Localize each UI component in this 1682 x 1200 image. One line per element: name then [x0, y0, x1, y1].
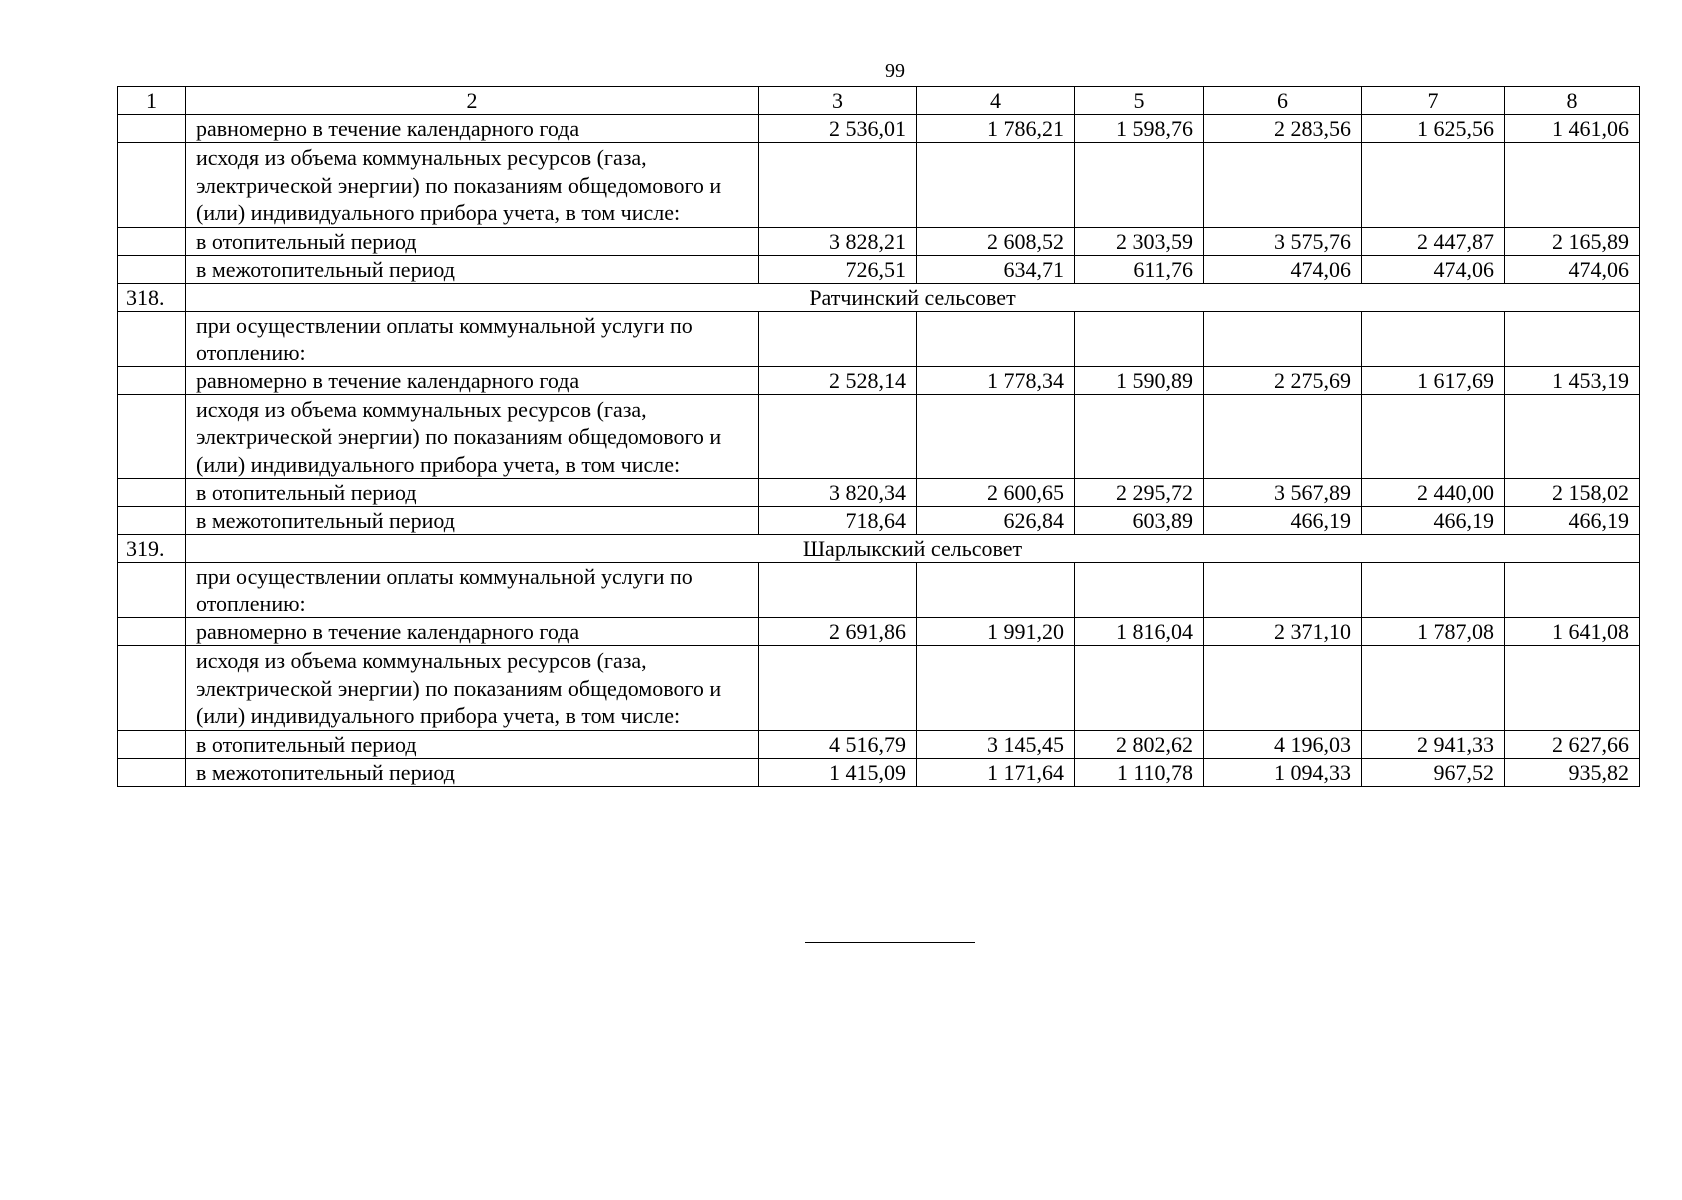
value-cell: 4 516,79 [759, 730, 917, 758]
value-cell: 474,06 [1204, 255, 1362, 283]
text-row [118, 394, 1640, 479]
value-cell [1075, 394, 1204, 479]
value-cell: 1 461,06 [1505, 115, 1640, 143]
row-label: равномерно в течение календарного года [186, 115, 759, 143]
value-cell: 1 787,08 [1362, 618, 1505, 646]
value-cell: 3 575,76 [1204, 227, 1362, 255]
value-cell: 3 567,89 [1204, 479, 1362, 507]
value-cell: 634,71 [917, 255, 1075, 283]
value-cell: 1 625,56 [1362, 115, 1505, 143]
table-row [118, 618, 1640, 646]
column-number: 2 [186, 87, 759, 115]
value-cell: 1 778,34 [917, 366, 1075, 394]
value-cell [1204, 563, 1362, 618]
value-cell: 1 617,69 [1362, 366, 1505, 394]
value-cell: 726,51 [759, 255, 917, 283]
value-cell: 2 941,33 [1362, 730, 1505, 758]
value-cell: 2 371,10 [1204, 618, 1362, 646]
table-row [118, 366, 1640, 394]
value-cell: 2 536,01 [759, 115, 917, 143]
value-cell: 935,82 [1505, 758, 1640, 786]
value-cell: 2 303,59 [1075, 227, 1204, 255]
column-number: 5 [1075, 87, 1204, 115]
table-row [118, 758, 1640, 786]
value-cell [759, 394, 917, 479]
value-cell: 2 528,14 [759, 366, 917, 394]
index-cell [118, 507, 186, 535]
table-row [118, 255, 1640, 283]
table-row [118, 507, 1640, 535]
index-cell [118, 143, 186, 228]
value-cell [1362, 311, 1505, 366]
value-cell [1505, 646, 1640, 731]
value-cell [1075, 311, 1204, 366]
value-cell: 466,19 [1505, 507, 1640, 535]
value-cell: 1 094,33 [1204, 758, 1362, 786]
row-label: в межотопительный период [186, 255, 759, 283]
index-cell [118, 618, 186, 646]
text-row [118, 311, 1640, 366]
table-row [118, 479, 1640, 507]
value-cell [1204, 143, 1362, 228]
row-label: в отопительный период [186, 730, 759, 758]
value-cell: 1 110,78 [1075, 758, 1204, 786]
table-body [118, 87, 1640, 787]
value-cell: 1 171,64 [917, 758, 1075, 786]
section-index: 318. [118, 283, 186, 311]
value-cell: 3 820,34 [759, 479, 917, 507]
value-cell [1362, 563, 1505, 618]
value-cell: 2 275,69 [1204, 366, 1362, 394]
value-cell: 2 295,72 [1075, 479, 1204, 507]
row-label: в отопительный период [186, 227, 759, 255]
index-cell [118, 366, 186, 394]
row-label: исходя из объема коммунальных ресурсов (газа, электрической энергии) по показаниям общедомового и (или) индивидуального прибора учета, в том числе: [186, 143, 759, 228]
text-row [118, 646, 1640, 731]
value-cell [1505, 143, 1640, 228]
value-cell [759, 563, 917, 618]
value-cell [1362, 394, 1505, 479]
value-cell [917, 143, 1075, 228]
end-of-document-rule [805, 942, 975, 943]
value-cell: 626,84 [917, 507, 1075, 535]
row-label: равномерно в течение календарного года [186, 366, 759, 394]
column-number: 1 [118, 87, 186, 115]
section-row [118, 283, 1640, 311]
value-cell: 611,76 [1075, 255, 1204, 283]
page-number: 99 [885, 60, 905, 82]
value-cell: 1 590,89 [1075, 366, 1204, 394]
value-cell [1505, 394, 1640, 479]
row-label: при осуществлении оплаты коммунальной услуги по отоплению: [186, 311, 759, 366]
value-cell: 2 440,00 [1362, 479, 1505, 507]
value-cell: 474,06 [1505, 255, 1640, 283]
value-cell [917, 646, 1075, 731]
table-row [118, 730, 1640, 758]
value-cell [759, 646, 917, 731]
index-cell [118, 115, 186, 143]
value-cell: 2 802,62 [1075, 730, 1204, 758]
section-title: Шарлыкский сельсовет [186, 535, 1640, 563]
value-cell [759, 311, 917, 366]
table-row [118, 227, 1640, 255]
row-label: в межотопительный период [186, 507, 759, 535]
column-number: 6 [1204, 87, 1362, 115]
value-cell: 3 145,45 [917, 730, 1075, 758]
value-cell [1505, 563, 1640, 618]
value-cell: 2 691,86 [759, 618, 917, 646]
value-cell: 718,64 [759, 507, 917, 535]
value-cell: 4 196,03 [1204, 730, 1362, 758]
value-cell: 2 447,87 [1362, 227, 1505, 255]
value-cell: 1 598,76 [1075, 115, 1204, 143]
value-cell: 3 828,21 [759, 227, 917, 255]
value-cell: 1 453,19 [1505, 366, 1640, 394]
value-cell [917, 563, 1075, 618]
value-cell: 2 627,66 [1505, 730, 1640, 758]
value-cell [1362, 143, 1505, 228]
value-cell: 2 165,89 [1505, 227, 1640, 255]
value-cell: 466,19 [1204, 507, 1362, 535]
value-cell: 2 158,02 [1505, 479, 1640, 507]
row-label: в отопительный период [186, 479, 759, 507]
column-number: 4 [917, 87, 1075, 115]
value-cell: 1 786,21 [917, 115, 1075, 143]
column-number-row [118, 87, 1640, 115]
value-cell: 2 283,56 [1204, 115, 1362, 143]
value-cell [1505, 311, 1640, 366]
section-title: Ратчинский сельсовет [186, 283, 1640, 311]
value-cell [1204, 311, 1362, 366]
value-cell: 603,89 [1075, 507, 1204, 535]
text-row [118, 143, 1640, 228]
index-cell [118, 646, 186, 731]
value-cell [1362, 646, 1505, 731]
index-cell [118, 730, 186, 758]
index-cell [118, 758, 186, 786]
tariff-table [117, 86, 1640, 787]
section-row [118, 535, 1640, 563]
row-label: исходя из объема коммунальных ресурсов (газа, электрической энергии) по показаниям общедомового и (или) индивидуального прибора учета, в том числе: [186, 394, 759, 479]
value-cell [1075, 563, 1204, 618]
value-cell: 1 641,08 [1505, 618, 1640, 646]
value-cell: 2 608,52 [917, 227, 1075, 255]
value-cell [917, 311, 1075, 366]
index-cell [118, 563, 186, 618]
value-cell [1075, 143, 1204, 228]
value-cell: 466,19 [1362, 507, 1505, 535]
column-number: 7 [1362, 87, 1505, 115]
value-cell: 1 816,04 [1075, 618, 1204, 646]
value-cell [1075, 646, 1204, 731]
index-cell [118, 479, 186, 507]
text-row [118, 563, 1640, 618]
index-cell [118, 311, 186, 366]
value-cell: 474,06 [1362, 255, 1505, 283]
section-index: 319. [118, 535, 186, 563]
value-cell: 2 600,65 [917, 479, 1075, 507]
row-label: при осуществлении оплаты коммунальной услуги по отоплению: [186, 563, 759, 618]
row-label: в межотопительный период [186, 758, 759, 786]
column-number: 3 [759, 87, 917, 115]
table-row [118, 115, 1640, 143]
index-cell [118, 255, 186, 283]
index-cell [118, 227, 186, 255]
index-cell [118, 394, 186, 479]
value-cell: 1 991,20 [917, 618, 1075, 646]
value-cell [1204, 394, 1362, 479]
row-label: исходя из объема коммунальных ресурсов (газа, электрической энергии) по показаниям общедомового и (или) индивидуального прибора учета, в том числе: [186, 646, 759, 731]
value-cell [759, 143, 917, 228]
value-cell: 1 415,09 [759, 758, 917, 786]
column-number: 8 [1505, 87, 1640, 115]
value-cell [917, 394, 1075, 479]
value-cell: 967,52 [1362, 758, 1505, 786]
value-cell [1204, 646, 1362, 731]
row-label: равномерно в течение календарного года [186, 618, 759, 646]
